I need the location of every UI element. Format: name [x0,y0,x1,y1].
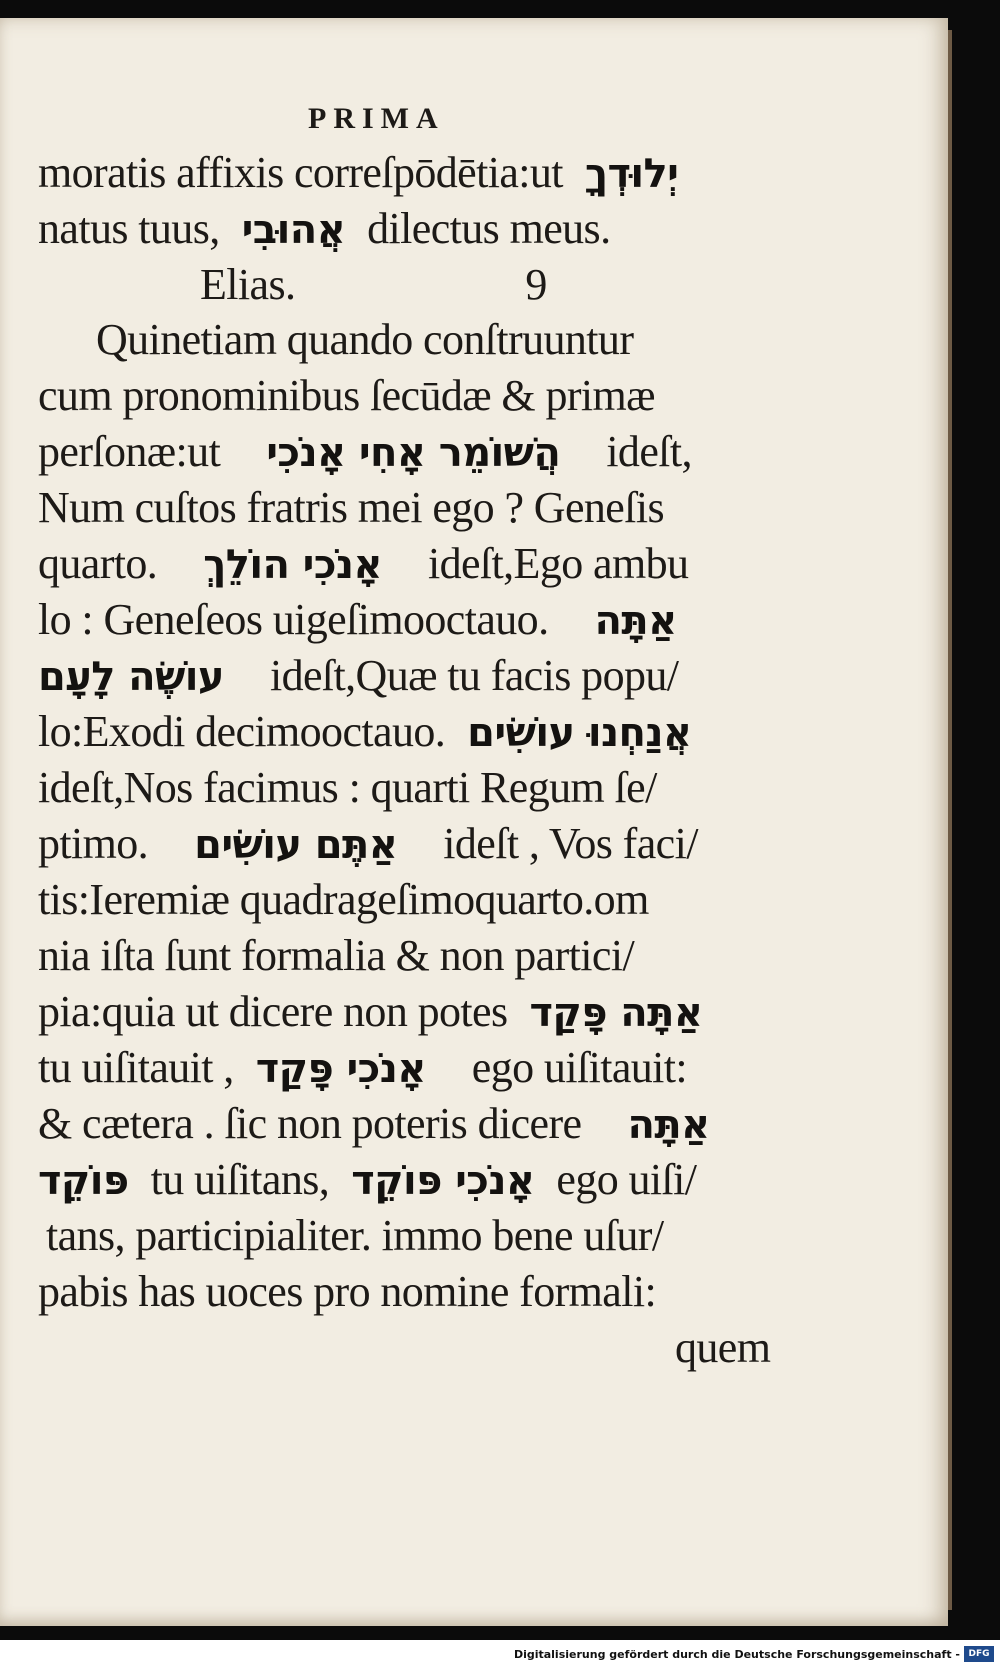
latin-text: dilectus meus. [367,204,611,253]
text-line-18 [38,1095,788,1154]
latin-text: pia:quia ut dicere non potes [38,987,508,1036]
page-edge [948,30,952,1610]
hebrew-text: עוֹשֶׂה לָעָם [38,654,224,700]
text-line-8 [38,535,788,594]
hebrew-text: אָנֹכִי הוֹלֵךְ [203,542,382,588]
latin-text: & cætera . ſic non poteris dicere [38,1099,582,1148]
text-line-5: cum pronominibus ſecūdæ & primæ [38,371,655,420]
book-page [0,18,948,1626]
hebrew-text: אָנֹכִי פָּקַד [255,1046,426,1092]
latin-text: tu uiſitauit , [38,1043,234,1092]
running-head: PRIMA [308,102,445,135]
hebrew-text: פּוֹקֵד [38,1158,129,1204]
latin-text: lo : Geneſeos uigeſimooctauo. [38,595,549,644]
latin-text: lo:Exodi decimooctauo. [38,707,446,756]
latin-text: ideſt, [606,427,692,476]
text-line-10 [38,647,788,706]
hebrew-text: הֲשׁוֹמֵר אָחִי אָנֹכִי [266,430,561,476]
text-line-16 [38,983,788,1042]
text-line-9 [38,591,788,650]
hebrew-text: אַתֶּם עוֹשִׂים [194,822,398,868]
text-line-12: ideſt,Nos facimus : quarti Regum ſe/ [38,763,657,812]
text-line-20: tans, participialiter. immo bene uſur/ [46,1211,664,1260]
footer-bar [0,1640,1000,1670]
latin-text: ideſt , Vos faci/ [443,819,698,868]
text-line-17 [38,1039,788,1098]
latin-text: quarto. [38,539,158,588]
latin-text: ptimo. [38,819,149,868]
hebrew-text: אַתָּה פָּקַד [529,990,703,1036]
latin-text: moratis affixis correſpōdētia:ut [38,148,563,197]
catchword: quem [675,1323,771,1372]
funding-note: Digitalisierung gefördert durch die Deutsche Forschungsgemeinschaft - [513,1648,960,1661]
text-line-19 [38,1151,788,1210]
latin-text: ideſt,Quæ tu facis popu/ [269,651,679,700]
text-line-13 [38,815,788,874]
text-line-14: tis:Ieremiæ quadrageſimoquarto.om [38,875,649,924]
section-number: 9 [525,260,547,309]
text-line-21: pabis has uoces pro nomine formali: [38,1267,657,1316]
hebrew-text: אַתָּה [594,598,677,644]
text-line-1 [38,144,788,203]
latin-text: perſonæ:ut [38,427,221,476]
text-line-15: nia iſta ſunt formalia & non partici/ [38,931,635,980]
speaker-line [200,256,788,314]
speaker-label: Elias. [200,260,296,309]
latin-text: ego uiſitauit: [471,1043,688,1092]
text-line-4: Quinetiam quando conſtruuntur [96,315,634,364]
latin-text: ego uiſi/ [556,1155,697,1204]
hebrew-text: אָנֹכִי פּוֹקֵד [351,1158,535,1204]
latin-text: tu uiſitans, [150,1155,330,1204]
dfg-logo: DFG [964,1646,994,1662]
text-line-6 [38,423,788,482]
hebrew-text: אֲנַחְנוּ עוֹשִׂים [467,710,692,756]
text-line-2 [38,200,788,259]
hebrew-text: אַתָּה [627,1102,710,1148]
latin-text: ideſt,Ego ambu [427,539,689,588]
latin-text: natus tuus, [38,204,220,253]
hebrew-text: אֲהוּבִי [241,207,346,253]
hebrew-text: יְלוּדְךָ [584,151,679,197]
text-line-7: Num cuſtos fratris mei ego ? Geneſis [38,483,665,532]
text-line-11 [38,703,788,762]
